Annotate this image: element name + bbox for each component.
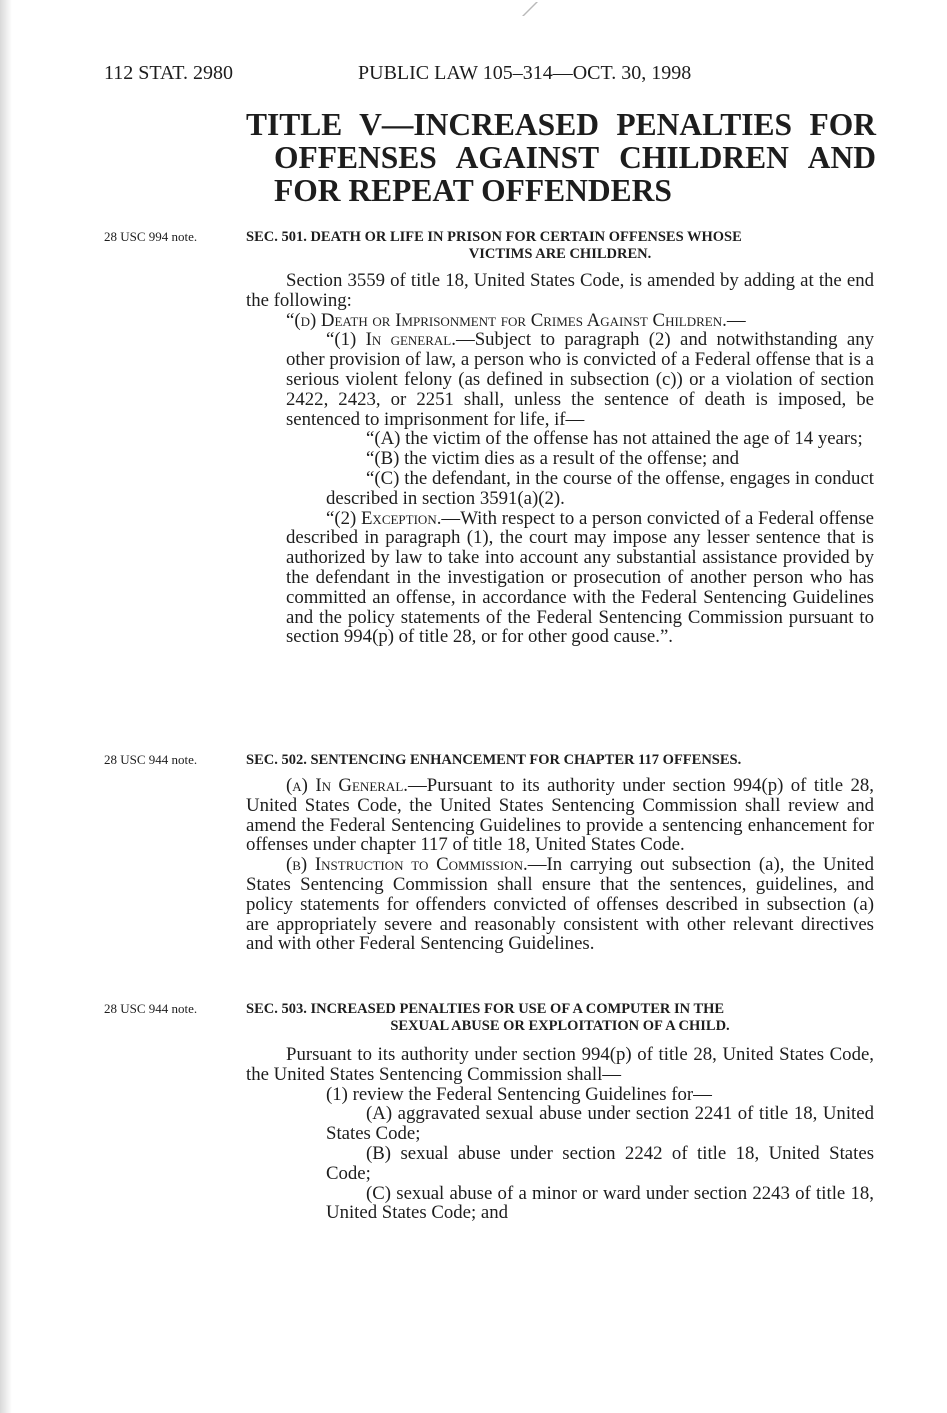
sec-503-item-a: (A) aggravated sexual abuse under section 2241 of title 18, United States Code; <box>326 1103 874 1145</box>
sec-503-item-1: (1) review the Federal Sentencing Guidelines for— <box>326 1083 712 1105</box>
title-heading <box>246 108 876 207</box>
sec-503-item-c: (C) sexual abuse of a minor or ward under section 2243 of title 18, United States Code; and <box>326 1182 874 1224</box>
subparagraph-b: “(B) the victim dies as a result of the offense; and <box>366 448 740 470</box>
subsection-b <box>246 855 874 954</box>
sec-501-heading-a: SEC. 501. DEATH OR LIFE IN PRISON FOR CERTAIN OFFENSES WHOSE <box>246 229 742 245</box>
sec-501-heading <box>246 229 874 263</box>
paragraph-1-text: —Subject to paragraph (2) and notwithstanding any other provision of law, a person who is convicted of a Federal offense that is a serious violent felony (as defined in subsection (c)) or a violation of section 2422, 2423, or 2251 shall, unless the sentence of death is imposed, be sentenced to imprisonment for life, if— <box>286 329 874 430</box>
paragraph-1-label: “(1) In general. <box>326 329 456 351</box>
sec-503-item-b: (B) sexual abuse under section 2242 of title 18, United States Code; <box>326 1142 874 1184</box>
sec-501-heading-b: VICTIMS ARE CHILDREN. <box>468 246 652 262</box>
sec-501-intro: Section 3559 of title 18, United States Code, is amended by adding at the end the following: <box>246 270 874 311</box>
sec-502-body <box>246 776 874 954</box>
sec-503-heading <box>246 1001 874 1035</box>
scan-mark <box>510 2 538 16</box>
paragraph-1 <box>246 330 874 429</box>
public-law-citation: PUBLIC LAW 105–314—OCT. 30, 1998 <box>358 62 692 84</box>
subparagraph-a: “(A) the victim of the offense has not attained the age of 14 years; <box>366 428 863 450</box>
page-edge <box>0 0 12 1413</box>
sec-502-heading: SEC. 502. SENTENCING ENHANCEMENT FOR CHAPTER 117 OFFENSES. <box>246 752 742 768</box>
subsection-a <box>246 776 874 855</box>
paragraph-2 <box>246 509 874 648</box>
paragraph-2-text: —With respect to a person convicted of a Federal offense described in paragraph (1), the court may impose any lesser sentence that is authorized by law to take into account any substantial assistance provided by the defendant in the investigation or prosecution of another person who has committed an offense, in accordance with the Federal Sentencing Guidelines and the policy statements of the Federal Sentencing Commission pursuant to section 994(p) of title 28, or for other good cause.”. <box>286 507 875 648</box>
subparagraph-c: “(C) the defendant, in the course of the offense, engages in conduct described in section 3591(a)(2). <box>326 467 874 509</box>
subsection-a-label: (a) In General. <box>286 775 408 796</box>
subsection-d-heading: “(d) Death or Imprisonment for Crimes Against Children.— <box>286 309 746 331</box>
sec-503-heading-a: SEC. 503. INCREASED PENALTIES FOR USE OF A COMPUTER IN THE <box>246 1001 725 1017</box>
title-line-1: TITLE V—INCREASED PENALTIES FOR <box>246 107 876 142</box>
subsection-a-text: —Pursuant to its authority under section 994(p) of title 28, United States Code, the United States Sentencing Commission shall review and amend the Federal Sentencing Guidelines to provide a sentencing enhancement for offenses under chapter 117 of title 18, United States Code. <box>246 775 875 856</box>
sec-501-body <box>246 271 874 647</box>
subsection-b-label: (b) Instruction to Commission. <box>286 854 528 876</box>
margin-note-501: 28 USC 994 note. <box>104 229 198 244</box>
margin-note-503: 28 USC 944 note. <box>104 1001 198 1016</box>
subsection-b-text: —In carrying out subsection (a), the United States Sentencing Commission shall ensure that the sentences, guidelines, and policy statements for offenders convicted of offenses described in subsection (a) are appropriately severe and reasonably consistent with other relevant directives and with other Federal Sentencing Guidelines. <box>246 854 875 955</box>
sec-503-intro: Pursuant to its authority under section 994(p) of title 28, United States Code, the United States Sentencing Commission shall— <box>246 1044 874 1085</box>
paragraph-2-label: “(2) Exception. <box>326 507 442 529</box>
stat-citation: 112 STAT. 2980 <box>104 62 233 84</box>
sec-503-body <box>246 1045 874 1223</box>
title-line-3: FOR REPEAT OFFENDERS <box>274 173 672 208</box>
title-line-2: OFFENSES AGAINST CHILDREN AND <box>274 140 876 175</box>
margin-note-502: 28 USC 944 note. <box>104 752 198 767</box>
sec-503-heading-b: SEXUAL ABUSE OR EXPLOITATION OF A CHILD. <box>390 1018 730 1034</box>
